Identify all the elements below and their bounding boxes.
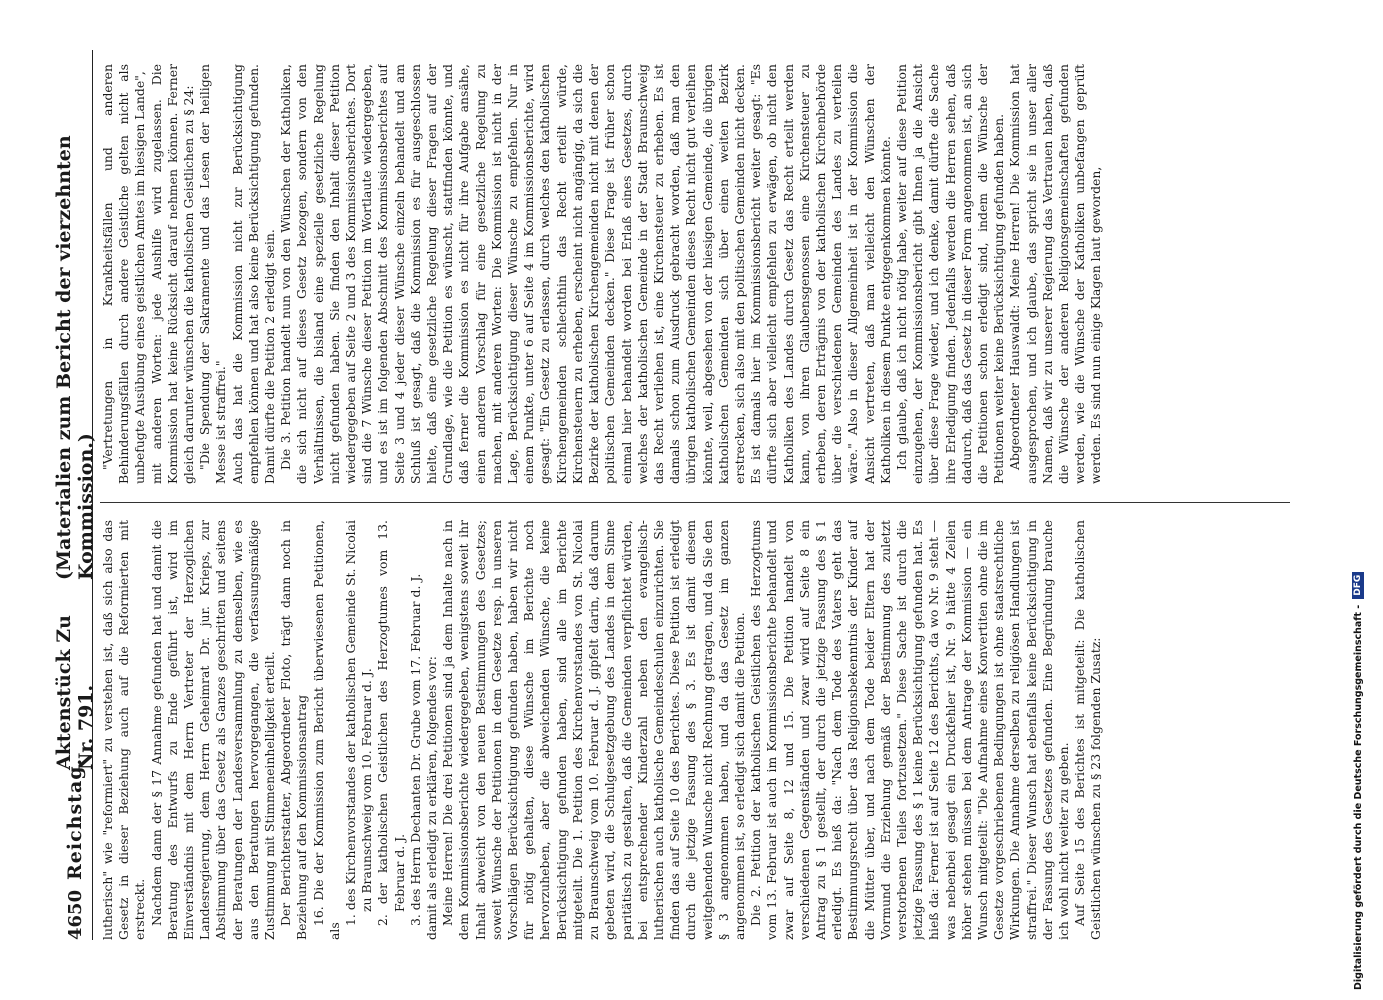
quote: "Vertretungen in Krankheitsfällen und anderen Behinderungsfällen durch andere Geistliche gelten nicht als unbefugte Ausübung eines geistlichen Amtes im hiesigen Lande", xyxy=(100,64,148,484)
rotated-page xyxy=(53,50,1308,940)
publication-title: Reichstag. xyxy=(64,757,86,880)
column-divider xyxy=(100,502,1290,503)
list-item: 2. der katholischen Geistlichen des Herzogtumes vom 13. Februar d. J. xyxy=(375,520,407,926)
paragraph: mit anderen Worten: jede Aushilfe wird zugelassen. Die Kommission hat keine Rücksicht darauf nehmen können. Ferner gleich darunter wünschen die katholischen Geistlichen zu § 24: xyxy=(148,64,197,484)
paragraph: Ich glaube, daß ich nicht nötig habe, weiter auf diese Petition einzugehen, der Kommissionsbericht gibt Ihnen ja die Ansicht über diese Frage wieder, und ich denke, damit dürfte die Sache ihre Erledigung finden. Jedenfalls werden die Herren sehen, daß dadurch, daß das Gesetz in dieser Form angenommen ist, an sich die Petitionen schon erledigt sind, indem die Wünsche der Petitionen weiter keine Berücksichtigung gefunden haben. xyxy=(893,64,1007,484)
list-item: 3. des Herrn Dechanten Dr. Grube vom 17. Februar d. J. xyxy=(407,573,423,926)
digitization-credit xyxy=(1352,10,1364,990)
paragraph: Auch das hat die Kommission nicht zur Berücksichtigung empfehlen können und hat also keine Berücksichtigung gefunden. Damit dürfte die Petition 2 erledigt sein. xyxy=(229,64,278,484)
paragraph: 16. Die der Kommission zum Bericht überwiesenen Petitionen, als xyxy=(310,520,342,940)
dfg-logo: DFG xyxy=(1352,572,1364,599)
paragraph: Die 3. Petition handelt nun von den Wünschen der Katholiken, die sich nicht auf dieses Gesetz bezogen, sondern von den Verhältnissen, die bisland eine spezielle gesetzliche Regelung nicht gefunden haben. Sie finden den Inhalt dieser Petition wiedergegeben auf Seite 2 und 3 des Kommissionsberichtes. Dort sind die 7 Wünsche dieser Petition im Wortlaute wiedergegeben, und es ist im folgenden Abschnitt des Kommissionsberichtes auf Seite 3 und 4 jeder dieser Wünsche einzeln behandelt und am Schluß ist gesagt, daß die Kommission es für ausgeschlossen hielte, daß eine gesetzliche Regelung dieser Fragen auf der Grundlage, wie die Petition es wünscht, stattfinden könnte, und daß ferner die Kommission es nicht für ihre Aufgabe ansähe, einen anderen Vorschlag für eine gesetzliche Regelung zu machen, mit anderen Worten: Die Kommission ist nicht in der Lage, Berücksichtigung dieser Wünsche zu empfehlen. Nur in einem Punkte, unter 6 auf Seite 4 im Kommissionsberichte, wird gesagt: "Ein Gesetz zu erlassen, durch welches den katholischen Kirchengemeinden schlechthin das Recht erteilt würde, Kirchensteuern zu erheben, erscheint nicht angängig, da sich die Bezirke der katholischen Kirchengemeinden nicht mit denen der politischen Gemeinden decken." Diese Frage ist früher schon einmal hier behandelt worden bei Erlaß eines Gesetzes, durch welches der katholischen Gemeinde in der Stadt Braunschweig das Recht verliehen ist, eine Kirchensteuer zu erheben. Es ist damals schon zum Ausdruck gebracht worden, daß man den übrigen katholischen Gemeinden dieses Recht nicht gut verleihen könnte, weil, abgesehen von der hiesigen Gemeinde, die übrigen katholischen Gemeinden sich über einen weiten Bezirk erstrecken, sich also mit den politischen Gemeinden nicht decken. Es ist damals hier im Kommissionsbericht weiter gesagt: "Es dürfte sich aber vielleicht empfehlen zu erwägen, ob nicht den Katholiken des Landes durch Gesetz das Recht erteilt werden kann, von ihren Glaubensgenossen eine Kirchensteuer zu erheben, deren Erträgnis von der katholischen Kirchenbehörde über die verschiedenen Gemeinden des Landes zu verteilen wäre." Also in dieser Allgemeinheit ist in der Kommission die Ansicht vertreten, daß man vielleicht den Wünschen der Katholiken in diesem Punkte entgegenkommen könnte. xyxy=(278,64,893,484)
left-column xyxy=(100,520,1300,940)
paragraph: Die 2. Petition der katholischen Geistlichen des Herzogtums vom 13. Februar ist auch im Kommissionsberichte behandelt und zwar auf Seite 8, 12 und 15. Die Petition handelt von verschiedenen Gegenständen und zwar wird auf Seite 8 ein Antrag zu § 1 gestellt, der durch die jetzige Fassung des § 1 erledigt. Es hieß da: "Nach dem Tode des Vaters geht das Bestimmungsrecht über das Religionsbekenntnis der Kinder auf die Mütter über, und nach dem Tode beider Eltern hat der Vormund die Erziehung gemäß der Bestimmung des zuletzt verstorbenen Teiles fortzusetzen." Diese Sache ist durch die jetzige Fassung des § 1 keine Berücksichtigung gefunden hat. Es hieß da: Ferner ist auf Seite 12 des Berichts, da wo Nr. 9 steht — was nebenbei gesagt ein Druckfehler ist, Nr. 9 hätte 4 Zeilen höher stehen müssen bei dem Antrage der Kommission — ein Wunsch mitgeteilt: "Die Aufnahme eines Konvertiten ohne die im Gesetze vorgeschriebenen Bedingungen ist ohne staatsrechtliche Wirkungen. Die Annahme derselben zu religiösen Handlungen ist straffrei." Dieser Wunsch hat ebenfalls keine Berücksichtigung in der Fassung des Gesetzes gefunden. Eine Begründung brauche ich wohl nicht weiter zu geben. xyxy=(748,520,1071,940)
header-subtitle: (Materialien zum Bericht der vierzehnten Kommission.) xyxy=(53,135,97,580)
list-item: 1. des Kirchenvorstandes der katholischen Gemeinde St. Nicolai zu Braunschweig vom 10. Februar d. J. xyxy=(343,520,375,926)
page-header xyxy=(53,50,97,940)
page-number: 4650 xyxy=(64,889,86,940)
act-reference: Aktenstück Zu Nr. 791. xyxy=(53,615,97,770)
paragraph: Abgeordneter Hauswaldt: Meine Herren! Die Kommission hat ausgesprochen, und ich glaube, das spricht sie in unser aller Namen, daß wir zu unserer Regierung das Vertrauen haben, daß die Wünsche der anderen Religionsgemeinschaften gefunden werden, wie die Wünsche der Katholiken unbefangen geprüft werden. Es sind nun einige Klagen laut geworden, xyxy=(1007,64,1104,484)
paragraph: Auf Seite 15 des Berichtes ist mitgeteilt: Die katholischen Geistlichen wünschen zu § 23 folgenden Zusatz: xyxy=(1072,520,1104,940)
paragraph: lutherisch" wie "reformiert" zu verstehen ist, daß sich also das Gesetz in dieser Beziehung auch auf die Reformierten mit erstreckt. xyxy=(100,520,148,940)
paragraph: Nachdem dann der § 17 Annahme gefunden hat und damit die Beratung des Entwurfs zu Ende geführt ist, wird im Einverständnis mit dem Herrn Vertreter der Herzoglichen Landesregierung, dem Herrn Geheimrat Dr. jur. Krieps, zur Abstimmung über das Gesetz als Ganzes geschritten und seitens der Beratungen der Landesversammlung zu demselben, wie es aus den Beratungen hervorgegangen, die verfassungsmäßige Zustimmung mit Stimmeneinhelligkeit erteilt. xyxy=(148,520,278,940)
right-column xyxy=(100,64,1300,484)
quote: "Die Spendung der Sakramente und das Lesen der heiligen Messe ist straffrei." xyxy=(197,64,229,484)
credit-text: Digitalisierung gefördert durch die Deutsche Forschungsgemeinschaft - xyxy=(1352,604,1364,990)
paragraph: damit als erledigt zu erklären, folgendes vor: xyxy=(424,656,440,940)
paragraph: Der Berichterstatter, Abgeordneter Floto, trägt dann noch in Beziehung auf den Kommissionsantrag xyxy=(278,520,310,940)
paragraph: Meine Herren! Die drei Petitionen sind ja dem Inhalte nach in dem Kommissionsberichte wiedergegeben, wenigstens soweit ihr Inhalt abweicht von den neuen Bestimmungen des Gesetzes; soweit Wünsche der Petitionen in dem Gesetze resp. in unseren Vorschlägen Berücksichtigung gefunden haben, haben wir nicht für nötig gehalten, diese Wünsche im Berichte noch hervorzuheben, aber die abweichenden Wünsche, die keine Berücksichtigung gefunden haben, sind alle im Berichte mitgeteilt. Die 1. Petition des Kirchenvorstandes von St. Nicolai zu Braunschweig vom 10. Februar d. J. gipfelt darin, daß darum gebeten wird, die Schulgesetzgebung des Landes in dem Sinne paritätisch zu gestalten, daß die Gemeinden verpflichtet würden, bei entsprechender Kinderzahl neben den evangelisch-lutherischen auch katholische Gemeindeschulen einzurichten. Sie finden das auf Seite 10 des Berichtes. Diese Petition ist erledigt durch die jetzige Fassung des § 3. Es ist damit diesem weitgehenden Wunsche nicht Rechnung getragen, und da Sie den § 3 angenommen haben, und da das Gesetz im ganzen angenommen ist, so erledigt sich damit die Petition. xyxy=(440,520,747,940)
